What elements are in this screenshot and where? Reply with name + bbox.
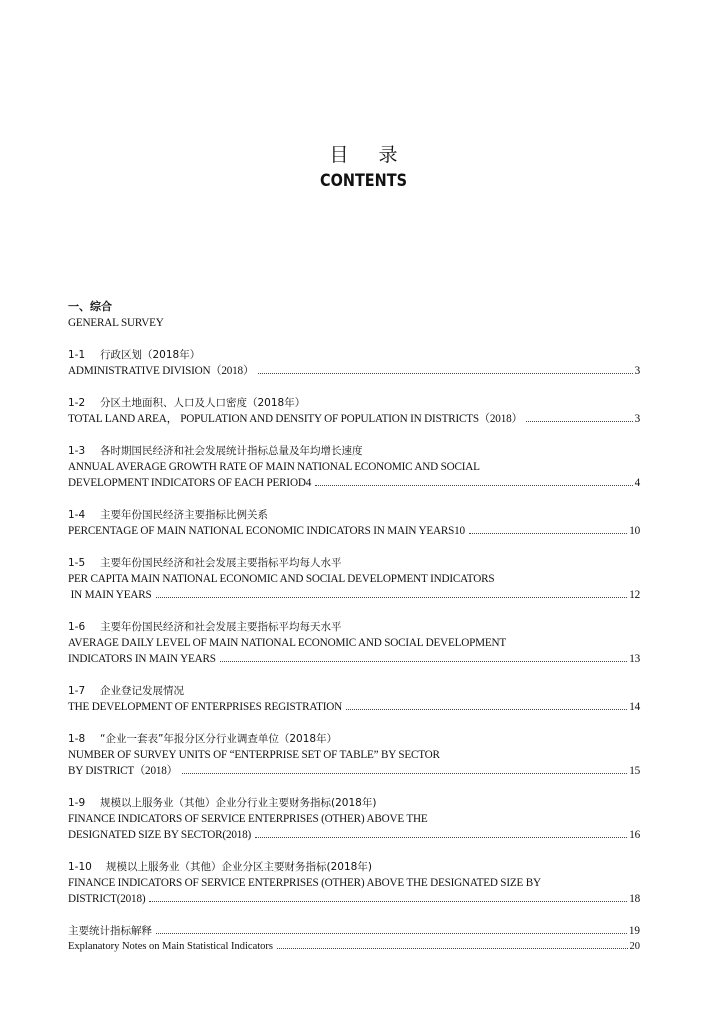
toc-entry-last-line <box>68 763 640 779</box>
toc-entry-title-cn <box>68 555 640 571</box>
toc-entry[interactable] <box>68 795 640 843</box>
toc-entry-last-line <box>68 651 640 667</box>
toc-entry-label-en: AVERAGE DAILY LEVEL OF MAIN NATIONAL ECONOMIC AND SOCIAL DEVELOPMENT <box>68 637 507 649</box>
dot-leader <box>346 708 627 710</box>
page-number: 20 <box>629 941 640 952</box>
toc-entry-label-cn: 企业登记发展情况 <box>100 685 184 697</box>
toc-entry-label-en: PER CAPITA MAIN NATIONAL ECONOMIC AND SOCIAL DEVELOPMENT INDICATORS <box>68 573 495 585</box>
section-title-en: GENERAL SURVEY <box>68 317 164 329</box>
page-number: 14 <box>629 701 640 713</box>
page-number: 13 <box>629 653 640 665</box>
page-title-en: CONTENTS <box>319 171 408 191</box>
page-number: 19 <box>628 925 640 937</box>
table-number: 1-6 <box>68 621 86 633</box>
toc-entry-label-cn: 主要年份国民经济和社会发展主要指标平均每天水平 <box>100 621 342 633</box>
toc-entry[interactable] <box>68 555 640 603</box>
toc-entry-label-cn: 主要年份国民经济和社会发展主要指标平均每人水平 <box>100 557 342 569</box>
toc-entry-notes-cn[interactable] <box>68 923 640 939</box>
toc-entry-title-cn <box>68 731 640 747</box>
dot-leader <box>315 484 632 486</box>
page-number: 16 <box>629 829 640 841</box>
dot-leader <box>149 900 627 902</box>
dot-leader <box>258 372 633 374</box>
toc-entry-title-cn <box>68 395 640 411</box>
dot-leader <box>156 596 628 598</box>
toc-entry-notes-en[interactable] <box>68 939 640 955</box>
toc-entry-label-cn: 行政区划（2018年） <box>100 349 201 361</box>
toc-entry[interactable] <box>68 731 640 779</box>
dot-leader <box>255 836 627 838</box>
toc-entry-label-cn: 分区土地面积、人口及人口密度（2018年） <box>100 397 306 409</box>
toc-entry-last-line <box>68 523 640 539</box>
dot-leader <box>277 947 628 949</box>
toc-entry-label-en: PERCENTAGE OF MAIN NATIONAL ECONOMIC INDICATORS IN MAIN YEARS10 <box>68 525 465 537</box>
toc-entry-title-cn <box>68 347 640 363</box>
table-number: 1-5 <box>68 557 86 569</box>
toc-entry-label-en: IN MAIN YEARS <box>68 589 152 601</box>
page-title: 目录 <box>329 144 428 166</box>
toc-entry[interactable] <box>68 507 640 539</box>
toc-entry-label-cn: 主要年份国民经济主要指标比例关系 <box>100 509 268 521</box>
dot-leader <box>469 532 627 534</box>
toc-entry-title-cn <box>68 507 640 523</box>
table-number: 1-8 <box>68 733 86 745</box>
toc-entry-label-en: THE DEVELOPMENT OF ENTERPRISES REGISTRATION <box>68 701 342 713</box>
toc-entry-label-en: DESIGNATED SIZE BY SECTOR(2018) <box>68 829 252 841</box>
toc-entry-last-line <box>68 891 640 907</box>
dot-leader <box>156 932 627 934</box>
dot-leader <box>182 772 628 774</box>
page-number: 18 <box>629 893 640 905</box>
toc-entry-title-cn <box>68 619 640 635</box>
table-number: 1-3 <box>68 445 86 457</box>
toc-entry[interactable] <box>68 347 640 379</box>
toc-entry-label-en: FINANCE INDICATORS OF SERVICE ENTERPRISES (OTHER) ABOVE THE DESIGNATED SIZE BY <box>68 877 541 889</box>
table-number: 1-10 <box>68 861 92 873</box>
toc-entry-last-line <box>68 411 640 427</box>
toc-entry-last-line <box>68 363 640 379</box>
page-number: 3 <box>634 365 640 377</box>
toc-entry-label-en: DEVELOPMENT INDICATORS OF EACH PERIOD4 <box>68 477 312 489</box>
table-number: 1-9 <box>68 797 86 809</box>
page-number: 12 <box>629 589 640 601</box>
dot-leader <box>220 660 627 662</box>
toc-entry-label: 主要统计指标解释 <box>68 925 152 937</box>
table-number: 1-4 <box>68 509 86 521</box>
toc-entry-label-cn: 规模以上服务业（其他）企业分区主要财务指标(2018年) <box>106 861 372 873</box>
toc-entry-label: Explanatory Notes on Main Statistical Indicators <box>68 941 273 952</box>
toc-entry-title-cn <box>68 683 640 699</box>
page-number: 10 <box>629 525 640 537</box>
toc-entry[interactable] <box>68 395 640 427</box>
toc-entry-last-line <box>68 699 640 715</box>
toc-entry-label-en: INDICATORS IN MAIN YEARS <box>68 653 216 665</box>
page-number: 15 <box>629 765 640 777</box>
toc-entry[interactable] <box>68 443 640 491</box>
section-title-cn: 一、综合 <box>68 300 112 313</box>
toc-entry-title-cn <box>68 795 640 811</box>
toc-entry-title-cn <box>68 443 640 459</box>
toc-entry-title-cn <box>68 859 640 875</box>
toc-entry-label-en: BY DISTRICT（2018） <box>68 765 178 777</box>
table-number: 1-7 <box>68 685 86 697</box>
toc-entry[interactable] <box>68 619 640 667</box>
page-number: 3 <box>634 413 640 425</box>
toc-entry-label-en: DISTRICT(2018) <box>68 893 146 905</box>
toc-entry-last-line <box>68 827 640 843</box>
toc-entry-label-en: ADMINISTRATIVE DIVISION（2018） <box>68 365 254 377</box>
toc-entry-label-en: FINANCE INDICATORS OF SERVICE ENTERPRISES (OTHER) ABOVE THE <box>68 813 428 825</box>
toc-entry[interactable] <box>68 859 640 907</box>
toc-entry-label-en: NUMBER OF SURVEY UNITS OF “ENTERPRISE SET OF TABLE” BY SECTOR <box>68 749 440 761</box>
page-number: 4 <box>634 477 640 489</box>
toc-entry-last-line <box>68 587 640 603</box>
table-of-contents <box>68 299 640 955</box>
toc-entry-label-en: ANNUAL AVERAGE GROWTH RATE OF MAIN NATIONAL ECONOMIC AND SOCIAL <box>68 461 480 473</box>
toc-entry-label-cn: 各时期国民经济和社会发展统计指标总量及年均增长速度 <box>100 445 363 457</box>
toc-entry-label-en: TOTAL LAND AREA， POPULATION AND DENSITY OF POPULATION IN DISTRICTS（2018） <box>68 413 523 425</box>
section-heading <box>68 299 640 331</box>
table-number: 1-1 <box>68 349 86 361</box>
dot-leader <box>526 420 632 422</box>
table-number: 1-2 <box>68 397 86 409</box>
toc-entry[interactable] <box>68 683 640 715</box>
toc-entry-label-cn: 规模以上服务业（其他）企业分行业主要财务指标(2018年) <box>100 797 377 809</box>
toc-entry-last-line <box>68 475 640 491</box>
toc-entry-label-cn: “企业一套表”年报分区分行业调查单位（2018年） <box>100 733 338 745</box>
